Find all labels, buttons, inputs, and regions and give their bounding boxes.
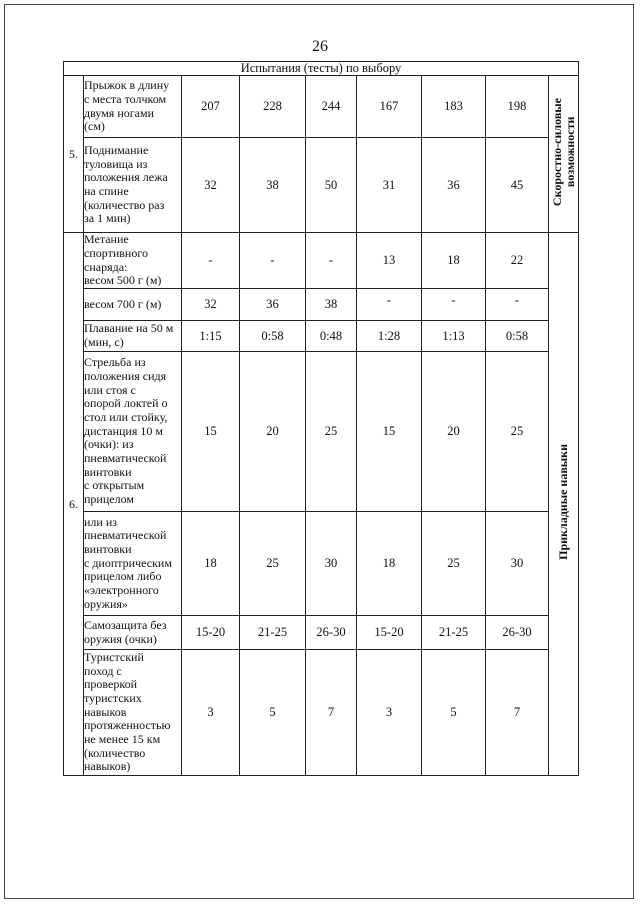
value-cell: 18 — [182, 512, 240, 616]
value-cell: 167 — [357, 76, 422, 138]
value-cell: 3 — [182, 650, 240, 776]
value-cell: 0:58 — [486, 321, 549, 352]
value-cell: 244 — [306, 76, 357, 138]
test-name-line: не менее 15 км — [84, 732, 161, 747]
test-name-line: (см) — [84, 119, 105, 134]
value-cell: 32 — [182, 289, 240, 321]
test-name-line: весом 500 г (м) — [84, 273, 162, 288]
test-name-line: опорой локтей о — [84, 396, 168, 411]
test-name-line: (мин, с) — [84, 335, 124, 349]
value-cell: 1:15 — [182, 321, 240, 352]
value-cell: 22 — [486, 233, 549, 289]
test-name-line: поход с — [84, 663, 122, 678]
test-name-line: туристских — [84, 690, 142, 705]
test-name-line: туловища из — [84, 156, 148, 171]
value-cell: 7 — [486, 650, 549, 776]
table-row — [64, 233, 579, 289]
value-cell: 30 — [306, 512, 357, 616]
test-name-line: снаряда: — [84, 259, 128, 274]
test-name-line: или стоя с — [84, 382, 136, 397]
value-cell: 26-30 — [306, 616, 357, 650]
category-line: возможности — [562, 116, 577, 188]
test-name-line: Самозащита без — [84, 617, 167, 632]
value-cell: 198 — [486, 76, 549, 138]
value-cell: 7 — [306, 650, 357, 776]
table-row — [64, 138, 579, 233]
value-cell: 25 — [306, 352, 357, 512]
value-cell: 0:58 — [240, 321, 306, 352]
value-cell: 15-20 — [357, 616, 422, 650]
table-row — [64, 616, 579, 650]
group-number: 6. — [64, 233, 84, 776]
test-name — [84, 616, 182, 650]
value-cell: - — [306, 233, 357, 289]
value-cell: - — [486, 289, 549, 321]
value-cell: 0:48 — [306, 321, 357, 352]
value-cell: 5 — [240, 650, 306, 776]
value-cell: - — [357, 289, 422, 321]
category-line: Скоростно-силовые — [549, 97, 564, 207]
test-name-line: Поднимание — [84, 142, 149, 157]
test-name-line: Метание — [84, 232, 129, 247]
test-name-line: дистанция 10 м — [84, 423, 163, 438]
test-name-line: или из — [84, 514, 117, 529]
test-name-line: Стрельба из — [84, 355, 146, 370]
test-name-line: протяженностью — [84, 718, 171, 733]
test-name-line: (количество — [84, 745, 146, 760]
page-number: 26 — [312, 38, 328, 55]
value-cell: 18 — [357, 512, 422, 616]
value-cell: 207 — [182, 76, 240, 138]
test-name — [84, 352, 182, 512]
test-name-line: винтовки — [84, 541, 132, 556]
value-cell: 3 — [357, 650, 422, 776]
value-cell: - — [422, 289, 486, 321]
test-name-line: на спине — [84, 184, 129, 198]
test-name-line: с места толчком — [84, 91, 167, 106]
test-name — [84, 138, 182, 233]
test-name-line: пневматической — [84, 451, 167, 466]
test-name — [84, 289, 182, 321]
value-cell: 15 — [182, 352, 240, 512]
table-row — [64, 650, 579, 776]
value-cell: 30 — [486, 512, 549, 616]
test-name-line: навыков — [84, 704, 127, 719]
test-name — [84, 512, 182, 616]
table-header: Испытания (тесты) по выбору — [64, 62, 579, 76]
test-name-line: пневматической — [84, 528, 167, 543]
value-cell: 13 — [357, 233, 422, 289]
value-cell: 20 — [240, 352, 306, 512]
test-name-line: с диоптрическим — [84, 555, 172, 570]
test-name-line: «электронного — [84, 583, 159, 598]
test-name-line: Плавание на 50 м — [84, 321, 174, 336]
test-name-line: с открытым — [84, 478, 145, 493]
test-name-line: навыков) — [84, 759, 131, 774]
test-name-line: прицелом — [84, 492, 134, 507]
test-name — [84, 233, 182, 289]
value-cell: 15 — [357, 352, 422, 512]
value-cell: 25 — [422, 512, 486, 616]
category-line: Прикладные навыки — [556, 444, 570, 560]
value-cell: 21-25 — [422, 616, 486, 650]
value-cell: 32 — [182, 138, 240, 233]
table-row — [64, 512, 579, 616]
test-name-line: (очки): из — [84, 437, 134, 452]
value-cell: - — [240, 233, 306, 289]
value-cell: 5 — [422, 650, 486, 776]
test-name-line: проверкой — [84, 677, 137, 692]
table-row — [64, 352, 579, 512]
value-cell: 1:13 — [422, 321, 486, 352]
value-cell: 21-25 — [240, 616, 306, 650]
test-name-line: спортивного — [84, 245, 148, 260]
test-name-line: винтовки — [84, 464, 132, 479]
value-cell: 36 — [240, 289, 306, 321]
value-cell: - — [182, 233, 240, 289]
value-cell: 36 — [422, 138, 486, 233]
test-name-line: оружия (очки) — [84, 631, 157, 646]
test-name-line: оружия» — [84, 596, 128, 611]
test-name-line: Туристский — [84, 649, 144, 664]
value-cell: 1:28 — [357, 321, 422, 352]
value-cell: 38 — [306, 289, 357, 321]
value-cell: 45 — [486, 138, 549, 233]
group-number: 5. — [64, 76, 84, 233]
test-name-line: за 1 мин) — [84, 211, 131, 226]
value-cell: 15-20 — [182, 616, 240, 650]
value-cell: 50 — [306, 138, 357, 233]
value-cell: 26-30 — [486, 616, 549, 650]
test-name — [84, 321, 182, 352]
value-cell: 25 — [240, 512, 306, 616]
test-name-line: Прыжок в длину — [84, 78, 170, 93]
value-cell: 18 — [422, 233, 486, 289]
test-name-line: прицелом либо — [84, 569, 162, 584]
value-cell: 183 — [422, 76, 486, 138]
test-name-line: двумя ногами — [84, 105, 155, 120]
test-name-line: положения сидя — [84, 368, 167, 383]
value-cell: 25 — [486, 352, 549, 512]
test-name-line: весом 700 г (м) — [84, 296, 162, 311]
value-cell: 228 — [240, 76, 306, 138]
table-row — [64, 321, 579, 352]
category-label — [549, 76, 579, 233]
table-row — [64, 76, 579, 138]
test-name — [84, 650, 182, 776]
test-name-line: (количество раз — [84, 197, 165, 212]
value-cell: 31 — [357, 138, 422, 233]
value-cell: 20 — [422, 352, 486, 512]
standards-table — [63, 61, 579, 776]
value-cell: 38 — [240, 138, 306, 233]
table-row — [64, 289, 579, 321]
category-label — [549, 233, 579, 776]
test-name-line: положения лежа — [84, 170, 168, 185]
test-name-line: стол или стойку, — [84, 409, 168, 424]
test-name — [84, 76, 182, 138]
